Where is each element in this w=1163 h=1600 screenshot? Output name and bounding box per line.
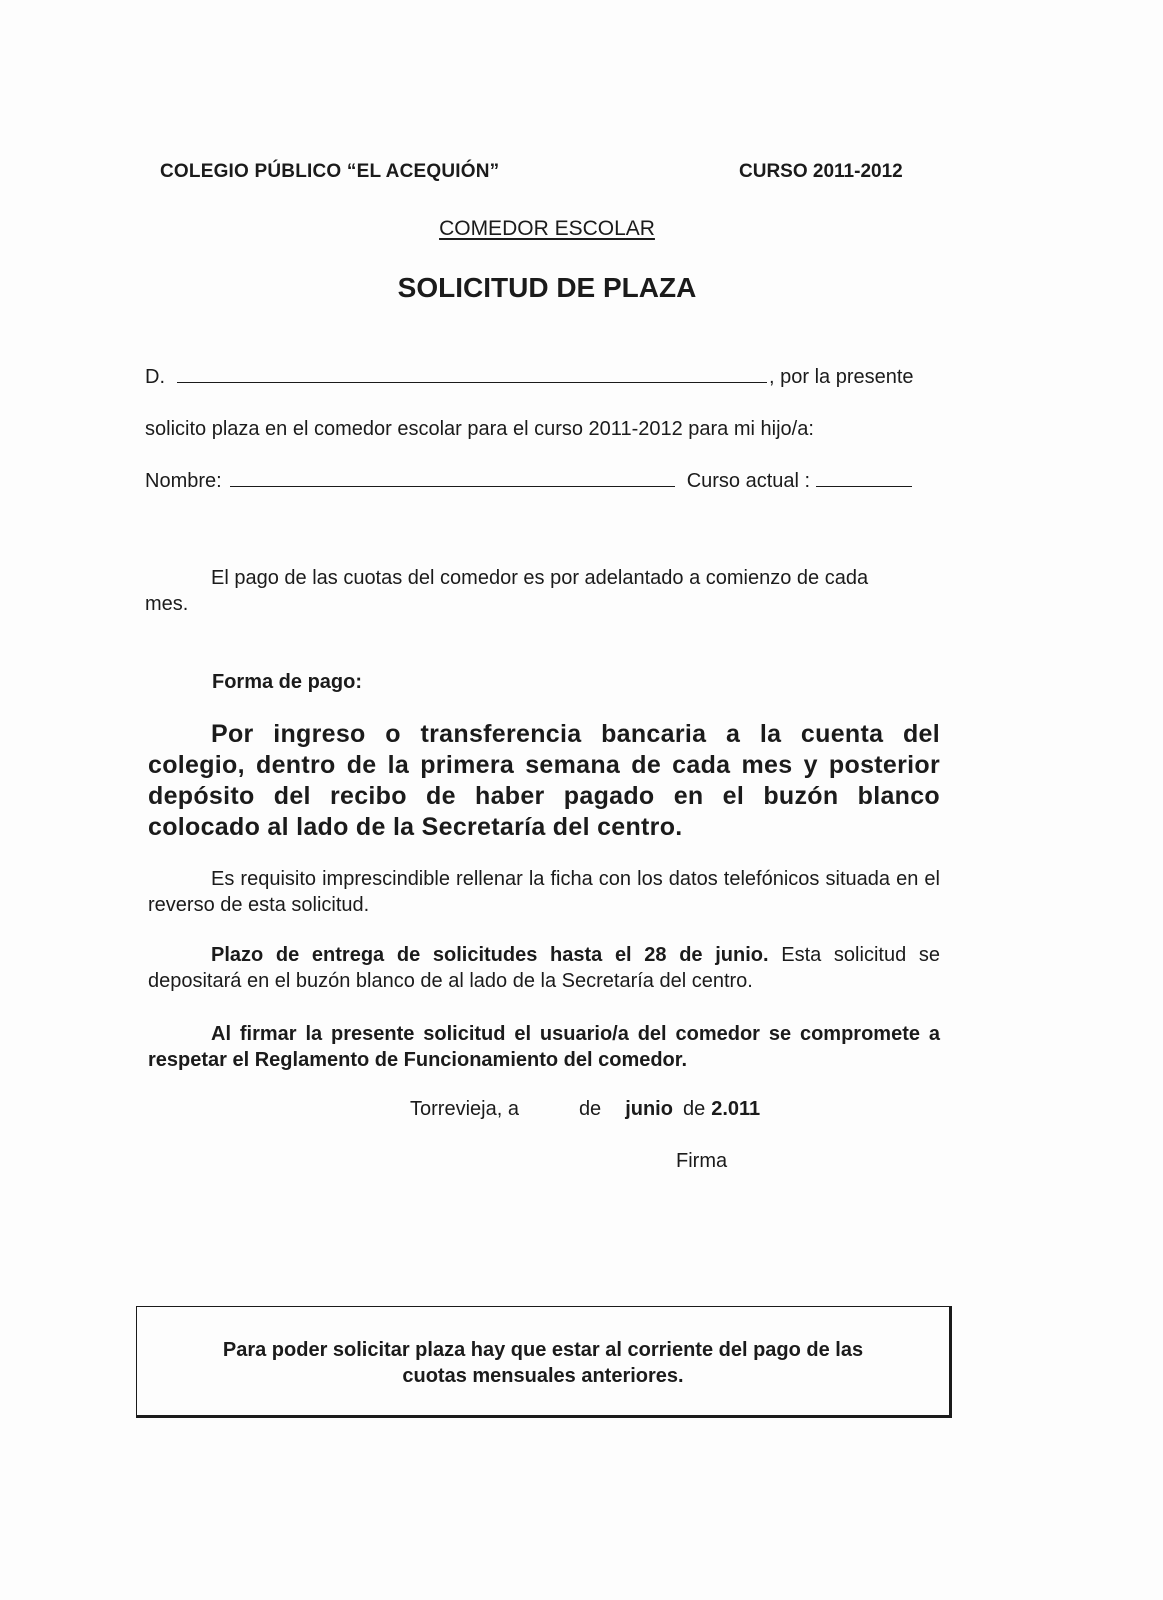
deadline-text xyxy=(148,942,940,994)
year-label: 2.011 xyxy=(711,1098,761,1120)
requirement-text: Es requisito imprescindible rellenar la ficha con los datos telefónicos situada en el reverso de esta solicitud. xyxy=(148,868,940,916)
date-line xyxy=(410,1098,760,1121)
month-label: junio xyxy=(625,1098,673,1120)
school-name: COLEGIO PÚBLICO “EL ACEQUIÓN” xyxy=(160,161,500,182)
payment-method-label: Forma de pago: xyxy=(212,671,363,693)
child-course-line[interactable] xyxy=(816,472,912,487)
commitment-text: Al firmar la presente solicitud el usuario/a del comedor se compromete a respetar el Reglamento de Funcionamiento del comedor. xyxy=(148,1023,940,1071)
request-text: solicito plaza en el comedor escolar para el curso 2011-2012 para mi hijo/a: xyxy=(145,418,814,440)
de-label-1: de xyxy=(578,1098,602,1120)
name-label: Nombre: xyxy=(145,470,222,492)
notice-box xyxy=(136,1306,952,1418)
de-label-2: de xyxy=(682,1098,706,1120)
notice-text xyxy=(137,1337,949,1389)
applicant-row xyxy=(145,366,914,389)
course-label: Curso actual : xyxy=(686,470,811,492)
deadline-bold: Plazo de entrega de solicitudes hasta el 28 de junio. xyxy=(211,944,769,966)
section-subtitle: COMEDOR ESCOLAR xyxy=(439,217,655,240)
place-label: Torrevieja, a xyxy=(410,1098,519,1120)
payment-method-text: Por ingreso o transferencia bancaria a la cuenta del colegio, dentro de la primera semana de cada mes y posterior depósito del recibo de haber pagado en el buzón blanco colocado al lado de la Secretaría del centro. xyxy=(148,720,940,841)
notice-line-1: Para poder solicitar plaza hay que estar al corriente del pago de las xyxy=(222,1339,864,1361)
course-year: CURSO 2011-2012 xyxy=(739,161,903,182)
d-suffix: , por la presente xyxy=(769,366,914,388)
child-name-line[interactable] xyxy=(230,472,675,487)
notice-line-2: cuotas mensuales anteriores. xyxy=(402,1365,684,1387)
d-label: D. xyxy=(145,366,165,388)
child-row xyxy=(145,470,912,493)
document-title: SOLICITUD DE PLAZA xyxy=(397,272,697,303)
payment-note: El pago de las cuotas del comedor es por adelantado a comienzo de cada mes. xyxy=(145,567,869,615)
deadline-rest: Esta solicitud se depositará en el buzón blanco de al lado de la Secretaría del centro. xyxy=(148,944,940,992)
signature-label: Firma xyxy=(676,1150,728,1172)
applicant-name-line[interactable] xyxy=(177,368,767,383)
